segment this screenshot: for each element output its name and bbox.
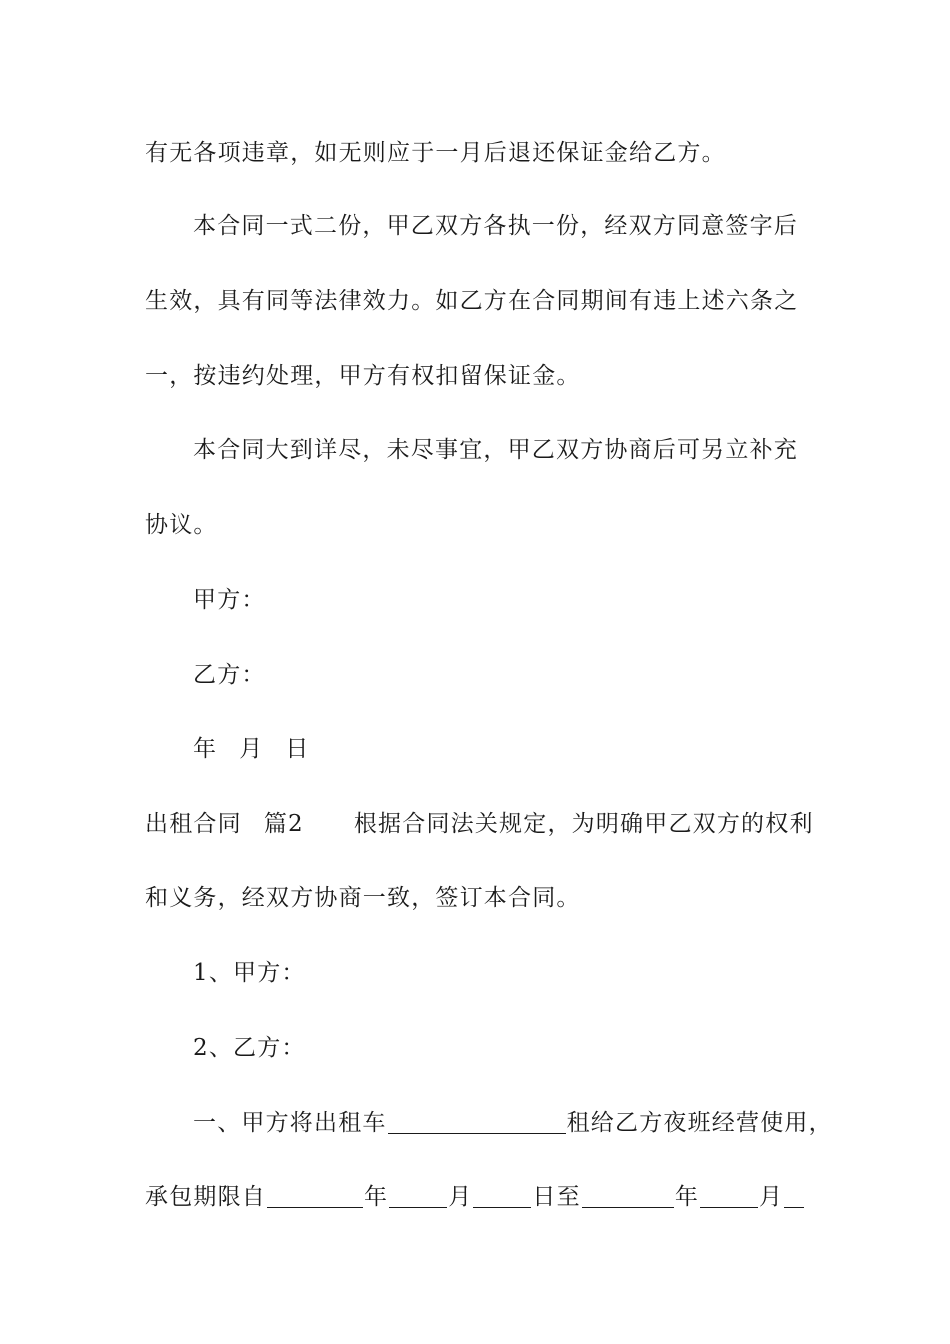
end-year-label: 年	[674, 1184, 700, 1210]
end-day-blank	[784, 1185, 804, 1208]
party-a-label: 1、甲方：	[193, 960, 306, 986]
start-month-label: 月	[448, 1184, 473, 1210]
period-prefix: 承包期限自	[145, 1184, 266, 1210]
section-number: 篇2	[263, 811, 304, 837]
date-day-label: 日	[285, 736, 310, 762]
clause1-text-end: 租给乙方夜班经营使用，	[566, 1110, 833, 1136]
date-month-label: 月	[239, 736, 264, 762]
party-b-signature-label: 乙方：	[193, 662, 266, 688]
start-day-to-label: 日至	[532, 1184, 581, 1210]
date-year-label: 年	[193, 736, 218, 762]
section-intro: 根据合同法关规定，为明确甲乙双方的权利	[353, 811, 814, 837]
end-month-blank	[700, 1185, 758, 1208]
section-heading-line	[145, 809, 814, 839]
paragraph-line: 一，按违约处理，甲方有权扣留保证金。	[145, 363, 581, 389]
paragraph-line: 协议。	[145, 512, 218, 538]
vehicle-blank	[388, 1111, 566, 1134]
end-year-blank	[582, 1185, 674, 1208]
paragraph-line: 有无各项违章，如无则应于一月后退还保证金给乙方。	[145, 140, 726, 166]
end-month-label: 月	[759, 1184, 784, 1210]
paragraph-line: 生效，具有同等法律效力。如乙方在合同期间有违上述六条之	[145, 288, 799, 314]
party-b-label: 2、乙方：	[193, 1035, 306, 1061]
paragraph-line: 本合同大到详尽，未尽事宜，甲乙双方协商后可另立补充	[193, 437, 798, 463]
start-year-blank	[267, 1185, 363, 1208]
clause1-text-start: 一、甲方将出租车	[193, 1110, 387, 1136]
period-line	[145, 1182, 805, 1212]
party-a-signature-label: 甲方：	[193, 587, 266, 613]
start-month-blank	[389, 1185, 447, 1208]
date-line	[193, 734, 310, 764]
paragraph-line: 本合同一式二份，甲乙双方各执一份，经双方同意签字后	[193, 213, 798, 239]
start-year-label: 年	[364, 1184, 389, 1210]
clause-line	[193, 1108, 833, 1138]
section-title: 出租合同	[145, 811, 242, 837]
start-day-blank	[473, 1185, 531, 1208]
paragraph-line: 和义务，经双方协商一致，签订本合同。	[145, 885, 581, 911]
